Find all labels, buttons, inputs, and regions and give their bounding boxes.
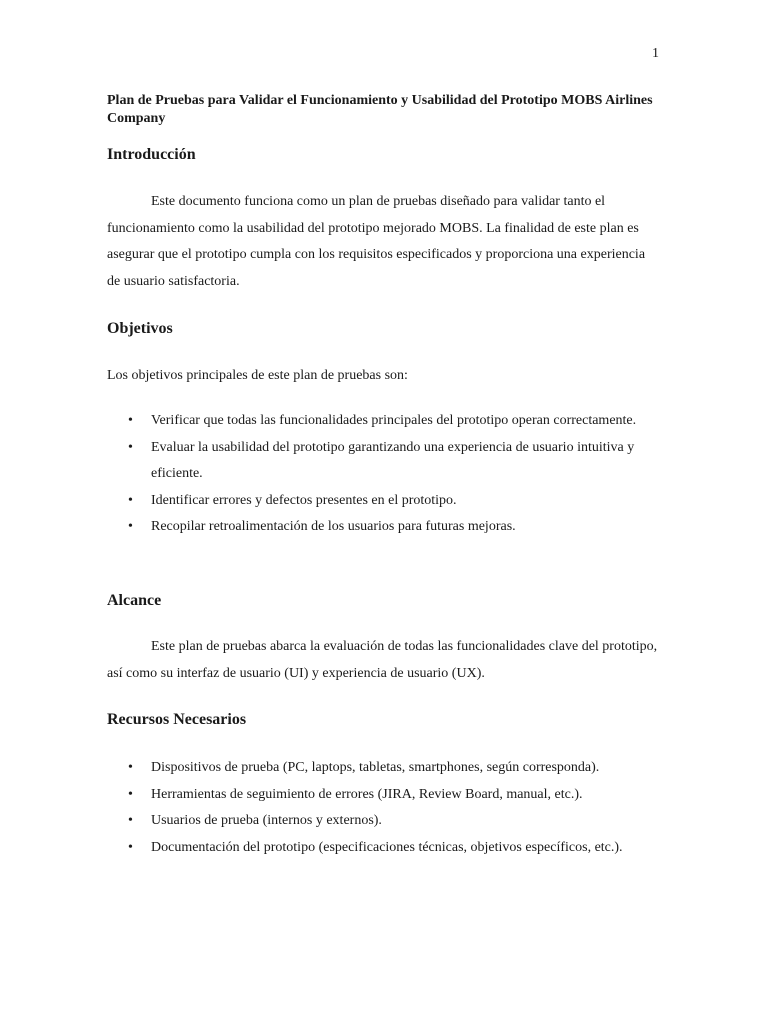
list-item-text: Dispositivos de prueba (PC, laptops, tabletas, smartphones, según corresponda). <box>151 760 600 775</box>
paragraph-introduccion: Este documento funciona como un plan de pruebas diseñado para validar tanto el funcionamiento como la usabilidad del prototipo mejorado MOBS. La finalidad de este plan es asegurar que el prototipo cumpla con los requisitos especificados y proporciona una experiencia de usuario satisfactoria. <box>107 194 646 289</box>
document-title: Plan de Pruebas para Validar el Funcionamiento y Usabilidad del Prototipo MOBS Airlines Company <box>107 93 653 126</box>
list-item-text: Evaluar la usabilidad del prototipo garantizando una experiencia de usuario intuitiva y eficiente. <box>151 439 635 481</box>
list-item <box>107 782 667 809</box>
bullet-icon: • <box>128 813 133 828</box>
paragraph-objetivos-intro: Los objetivos principales de este plan de pruebas son: <box>107 368 408 383</box>
list-item <box>107 514 667 541</box>
heading-introduccion: Introducción <box>107 146 196 163</box>
bullet-icon: • <box>128 439 133 455</box>
bullet-icon: • <box>128 786 133 802</box>
list-item <box>107 808 667 835</box>
list-item-text: Usuarios de prueba (internos y externos). <box>151 813 382 828</box>
heading-alcance: Alcance <box>107 592 162 609</box>
list-item <box>107 755 667 782</box>
heading-recursos: Recursos Necesarios <box>107 711 247 728</box>
list-item <box>107 435 667 488</box>
list-item-text: Recopilar retroalimentación de los usuarios para futuras mejoras. <box>151 519 516 534</box>
list-item <box>107 488 667 515</box>
list-item <box>107 408 667 435</box>
heading-objetivos: Objetivos <box>107 320 173 337</box>
page-number: 1 <box>652 46 659 61</box>
recursos-list <box>107 755 667 861</box>
bullet-icon: • <box>128 413 133 428</box>
list-item <box>107 835 667 862</box>
objetivos-list <box>107 408 667 541</box>
list-item-text: Documentación del prototipo (especificaciones técnicas, objetivos específicos, etc.). <box>151 839 623 855</box>
bullet-icon: • <box>128 519 133 534</box>
list-item-text: Verificar que todas las funcionalidades principales del prototipo operan correctamente. <box>151 413 637 428</box>
list-item-text: Identificar errores y defectos presentes en el prototipo. <box>151 492 457 508</box>
list-item-text: Herramientas de seguimiento de errores (JIRA, Review Board, manual, etc.). <box>151 786 583 802</box>
bullet-icon: • <box>128 760 133 775</box>
bullet-icon: • <box>128 839 133 855</box>
paragraph-alcance: Este plan de pruebas abarca la evaluación de todas las funcionalidades clave del prototipo, así como su interfaz de usuario (UI) y experiencia de usuario (UX). <box>107 639 658 681</box>
bullet-icon: • <box>128 492 133 508</box>
